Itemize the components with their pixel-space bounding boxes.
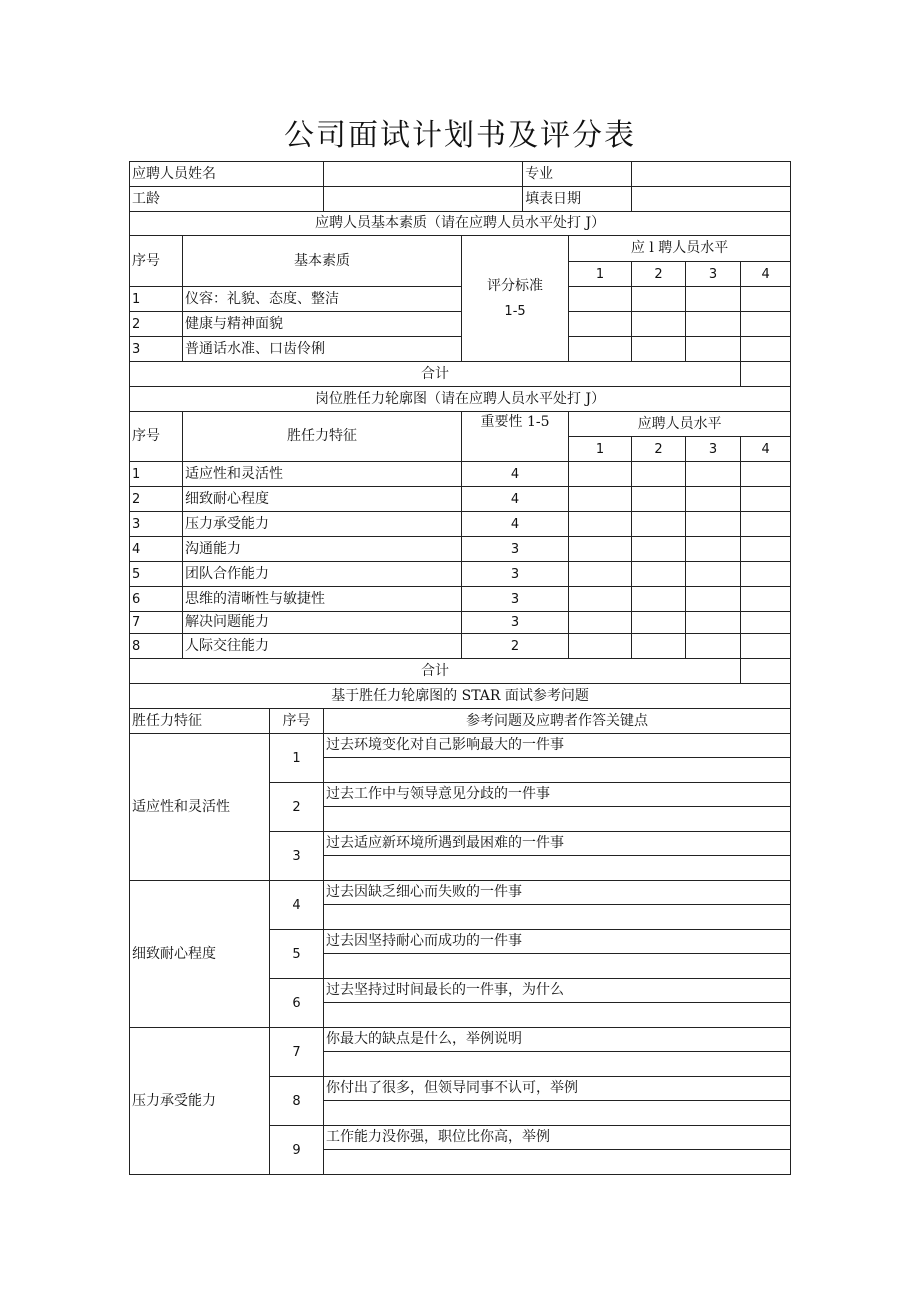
score-cell[interactable] <box>741 512 791 537</box>
basic-level-header: 2 <box>632 262 686 287</box>
score-cell[interactable] <box>569 587 632 612</box>
basic-section-title: 应聘人员基本素质（请在应聘人员水平处打 J） <box>130 212 791 236</box>
score-cell[interactable] <box>686 312 741 337</box>
competency-row <box>130 462 791 487</box>
score-cell[interactable] <box>569 487 632 512</box>
competency-item-no: 5 <box>130 562 183 587</box>
competency-item-no: 1 <box>130 462 183 487</box>
basic-level-header: 1 <box>569 262 632 287</box>
answer-cell[interactable] <box>324 1101 791 1126</box>
score-cell[interactable] <box>632 537 686 562</box>
star-col-feature: 胜任力特征 <box>130 709 270 734</box>
score-cell[interactable] <box>569 562 632 587</box>
basic-level-header: 4 <box>741 262 791 287</box>
competency-row <box>130 512 791 537</box>
competency-level-header: 2 <box>632 437 686 462</box>
basic-item-no: 2 <box>130 312 183 337</box>
star-col-question: 参考问题及应聘者作答关键点 <box>324 709 791 734</box>
competency-importance: 2 <box>462 634 569 659</box>
basic-col-no: 序号 <box>130 236 183 287</box>
competency-item-no: 3 <box>130 512 183 537</box>
competency-level-header: 3 <box>686 437 741 462</box>
competency-total-value[interactable] <box>741 659 791 684</box>
star-question-row <box>130 881 791 905</box>
score-cell[interactable] <box>686 587 741 612</box>
basic-col-item: 基本素质 <box>183 236 462 287</box>
score-cell[interactable] <box>569 537 632 562</box>
info-row <box>130 187 791 212</box>
score-cell[interactable] <box>741 287 791 312</box>
competency-importance: 3 <box>462 612 569 634</box>
star-question-text: 过去坚持过时间最长的一件事，为什么 <box>324 979 791 1003</box>
answer-cell[interactable] <box>324 807 791 832</box>
star-section-title: 基于胜任力轮廓图的 STAR 面试参考问题 <box>130 684 791 709</box>
competency-item-name: 思维的清晰性与敏捷性 <box>183 587 462 612</box>
competency-col-no: 序号 <box>130 412 183 462</box>
basic-total-value[interactable] <box>741 362 791 387</box>
name-input[interactable] <box>324 162 523 187</box>
answer-cell[interactable] <box>324 1150 791 1175</box>
competency-col-item: 胜任力特征 <box>183 412 462 462</box>
basic-col-standard: 评分标准 <box>487 277 544 294</box>
competency-item-no: 4 <box>130 537 183 562</box>
score-cell[interactable] <box>741 337 791 362</box>
competency-item-name: 解决问题能力 <box>183 612 462 634</box>
star-question-no: 8 <box>270 1077 324 1126</box>
basic-item-no: 1 <box>130 287 183 312</box>
basic-row <box>130 312 791 337</box>
competency-item-no: 7 <box>130 612 183 634</box>
competency-item-name: 适应性和灵活性 <box>183 462 462 487</box>
score-cell[interactable] <box>686 337 741 362</box>
competency-item-name: 压力承受能力 <box>183 512 462 537</box>
basic-item-no: 3 <box>130 337 183 362</box>
score-cell[interactable] <box>686 512 741 537</box>
competency-importance: 4 <box>462 462 569 487</box>
answer-cell[interactable] <box>324 758 791 783</box>
answer-cell[interactable] <box>324 856 791 881</box>
star-question-text: 过去因缺乏细心而失败的一件事 <box>324 881 791 905</box>
score-cell[interactable] <box>741 634 791 659</box>
date-label: 填表日期 <box>523 187 632 212</box>
competency-item-no: 8 <box>130 634 183 659</box>
answer-cell[interactable] <box>324 1052 791 1077</box>
score-cell[interactable] <box>741 612 791 634</box>
score-cell[interactable] <box>686 537 741 562</box>
star-question-no: 5 <box>270 930 324 979</box>
star-question-text: 你最大的缺点是什么，举例说明 <box>324 1028 791 1052</box>
competency-importance: 4 <box>462 487 569 512</box>
star-question-no: 6 <box>270 979 324 1028</box>
competency-row <box>130 487 791 512</box>
score-cell[interactable] <box>686 634 741 659</box>
basic-level-header: 3 <box>686 262 741 287</box>
score-cell[interactable] <box>569 337 632 362</box>
score-cell[interactable] <box>632 312 686 337</box>
score-cell[interactable] <box>741 312 791 337</box>
star-question-text: 过去因坚持耐心而成功的一件事 <box>324 930 791 954</box>
page-title: 公司面试计划书及评分表 <box>284 118 636 153</box>
answer-cell[interactable] <box>324 905 791 930</box>
star-feature: 细致耐心程度 <box>130 881 270 1028</box>
score-cell[interactable] <box>741 462 791 487</box>
age-label: 工龄 <box>130 187 324 212</box>
score-cell[interactable] <box>569 312 632 337</box>
score-cell[interactable] <box>741 537 791 562</box>
star-question-no: 2 <box>270 783 324 832</box>
competency-total-label: 合计 <box>130 659 741 684</box>
score-cell[interactable] <box>686 612 741 634</box>
score-cell[interactable] <box>632 612 686 634</box>
competency-item-name: 人际交往能力 <box>183 634 462 659</box>
info-row <box>130 162 791 187</box>
star-question-no: 7 <box>270 1028 324 1077</box>
competency-row <box>130 587 791 612</box>
basic-item-name: 普通话水准、口齿伶俐 <box>183 337 462 362</box>
competency-item-name: 团队合作能力 <box>183 562 462 587</box>
score-cell[interactable] <box>632 487 686 512</box>
answer-cell[interactable] <box>324 1003 791 1028</box>
basic-standard-range: 1-5 <box>504 303 526 319</box>
score-cell[interactable] <box>632 287 686 312</box>
score-cell[interactable] <box>569 634 632 659</box>
score-cell[interactable] <box>569 462 632 487</box>
star-question-no: 3 <box>270 832 324 881</box>
score-cell[interactable] <box>632 587 686 612</box>
basic-col-level: 应 l 聘人员水平 <box>569 236 791 262</box>
score-cell[interactable] <box>632 462 686 487</box>
competency-item-no: 2 <box>130 487 183 512</box>
score-cell[interactable] <box>741 562 791 587</box>
competency-item-no: 6 <box>130 587 183 612</box>
basic-total-label: 合计 <box>130 362 741 387</box>
competency-row <box>130 634 791 659</box>
competency-importance: 3 <box>462 587 569 612</box>
competency-row <box>130 612 791 634</box>
score-cell[interactable] <box>741 487 791 512</box>
star-question-row <box>130 734 791 758</box>
major-label: 专业 <box>523 162 632 187</box>
competency-row <box>130 562 791 587</box>
score-cell[interactable] <box>632 337 686 362</box>
star-question-text: 过去工作中与领导意见分歧的一件事 <box>324 783 791 807</box>
date-input[interactable] <box>632 187 791 212</box>
basic-row <box>130 337 791 362</box>
age-input[interactable] <box>324 187 523 212</box>
competency-row <box>130 537 791 562</box>
score-cell[interactable] <box>686 462 741 487</box>
score-cell[interactable] <box>569 612 632 634</box>
interview-score-table <box>129 161 791 1175</box>
score-cell[interactable] <box>632 512 686 537</box>
basic-standard-cell <box>462 236 569 362</box>
competency-col-importance: 重要性 1-5 <box>462 412 569 462</box>
star-question-text: 你付出了很多，但领导同事不认可，举例 <box>324 1077 791 1101</box>
star-feature: 压力承受能力 <box>130 1028 270 1175</box>
basic-item-name: 仪容：礼貌、态度、整洁 <box>183 287 462 312</box>
score-cell[interactable] <box>632 634 686 659</box>
score-cell[interactable] <box>569 287 632 312</box>
name-label: 应聘人员姓名 <box>130 162 324 187</box>
basic-item-name: 健康与精神面貌 <box>183 312 462 337</box>
star-question-row <box>130 1028 791 1052</box>
star-question-no: 9 <box>270 1126 324 1175</box>
basic-row <box>130 287 791 312</box>
star-question-no: 4 <box>270 881 324 930</box>
competency-importance: 4 <box>462 512 569 537</box>
score-cell[interactable] <box>686 287 741 312</box>
star-feature: 适应性和灵活性 <box>130 734 270 881</box>
answer-cell[interactable] <box>324 954 791 979</box>
competency-item-name: 沟通能力 <box>183 537 462 562</box>
score-cell[interactable] <box>632 562 686 587</box>
score-cell[interactable] <box>741 587 791 612</box>
star-col-no: 序号 <box>270 709 324 734</box>
score-cell[interactable] <box>569 512 632 537</box>
star-question-text: 过去环境变化对自己影响最大的一件事 <box>324 734 791 758</box>
competency-section-title: 岗位胜任力轮廓图（请在应聘人员水平处打 J） <box>130 387 791 412</box>
star-question-no: 1 <box>270 734 324 783</box>
score-cell[interactable] <box>686 487 741 512</box>
competency-level-header: 1 <box>569 437 632 462</box>
competency-level-header: 4 <box>741 437 791 462</box>
competency-item-name: 细致耐心程度 <box>183 487 462 512</box>
competency-importance: 3 <box>462 562 569 587</box>
major-input[interactable] <box>632 162 791 187</box>
star-question-text: 过去适应新环境所遇到最困难的一件事 <box>324 832 791 856</box>
star-question-text: 工作能力没你强，职位比你高，举例 <box>324 1126 791 1150</box>
score-cell[interactable] <box>686 562 741 587</box>
competency-importance: 3 <box>462 537 569 562</box>
competency-col-level: 应聘人员水平 <box>569 412 791 437</box>
